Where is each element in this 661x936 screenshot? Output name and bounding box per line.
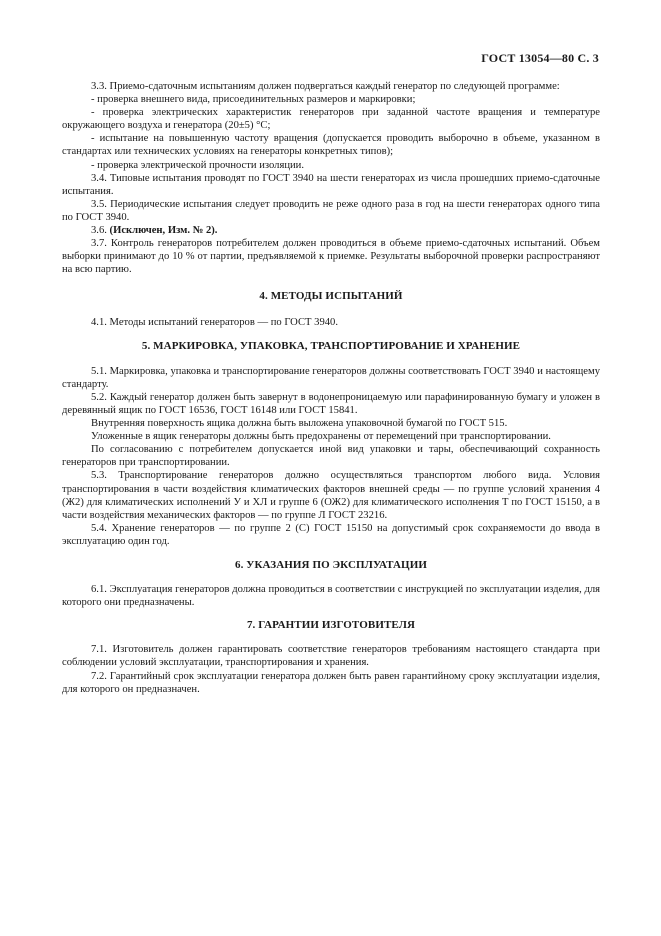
clause-5-2: 5.2. Каждый генератор должен быть завернут в водонепроницаемую или парафинированную бумагу и уложен в деревянный ящик по ГОСТ 16536, ГОСТ 16148 или ГОСТ 15841. xyxy=(62,391,600,416)
clause-5-3: 5.3. Транспортирование генераторов должно осуществляться транспортом любого вида. Условия транспортирования в части воздействия климатических факторов внешней среды — по группе условий хранения 4 (Ж2) для климатических исполнений У и ХЛ и группе 6 (ОЖ2) для климатического исполнения Т по ГОСТ 15150, а в части воздействия механических факторов — по группе Л ГОСТ 23216. xyxy=(62,470,600,521)
clause-3-3: 3.3. Приемо-сдаточным испытаниям должен подвергаться каждый генератор по следующей программе: xyxy=(91,81,560,92)
clause-7-1: 7.1. Изготовитель должен гарантировать соответствие генераторов требованиям настоящего стандарта при соблюдении условий эксплуатации, транспортирования и хранения. xyxy=(62,644,600,669)
clause-3-7: 3.7. Контроль генераторов потребителем должен проводиться в объеме приемо-сдаточных испытаний. Объем выборки принимают до 10 % от партии, предъявляемой к приемке. Результаты выборочной проверки распространяют на всю партию. xyxy=(62,238,600,276)
page-header: ГОСТ 13054—80 С. 3 xyxy=(481,51,599,65)
clause-5-2-agreement: По согласованию с потребителем допускается иной вид упаковки и тары, обеспечивающий сохранность генераторов при транспортировании. xyxy=(62,444,600,469)
clause-3-3-item-a: - проверка внешнего вида, присоединительных размеров и маркировки; xyxy=(91,94,416,106)
clause-5-2-inner-surface: Внутренняя поверхность ящика должна быть выложена упаковочной бумагой по ГОСТ 515. xyxy=(91,418,508,430)
clause-3-6-number: 3.6. xyxy=(91,225,107,237)
clause-3-3-item-b: - проверка электрических характеристик генераторов при заданной частоте вращения и температуре окружающего воздуха и генератора (20±5) °С; xyxy=(62,107,600,132)
clause-3-6 xyxy=(62,224,600,237)
clause-5-2-movement: Уложенные в ящик генераторы должны быть предохранены от перемещений при транспортировании. xyxy=(91,431,551,443)
section-6-title: 6. УКАЗАНИЯ ПО ЭКСПЛУАТАЦИИ xyxy=(234,559,428,571)
section-5-title: 5. МАРКИРОВКА, УПАКОВКА, ТРАНСПОРТИРОВАНИЕ И ХРАНЕНИЕ xyxy=(141,339,521,352)
clause-3-3-item-c: - испытание на повышенную частоту вращения (допускается проводить выборочно в объеме, указанном в стандартах или технических условиях на генераторы конкретных типов); xyxy=(62,133,600,158)
clause-7-2: 7.2. Гарантийный срок эксплуатации генератора должен быть равен гарантийному сроку эксплуатации изделия, для которого он предназначен. xyxy=(62,670,600,695)
section-4-title: 4. МЕТОДЫ ИСПЫТАНИЙ xyxy=(259,290,403,303)
document-body xyxy=(62,80,600,696)
clause-3-3-item-d: - проверка электрической прочности изоляции. xyxy=(91,159,304,171)
clause-4-1: 4.1. Методы испытаний генераторов — по ГОСТ 3940. xyxy=(91,316,338,328)
clause-6-1: 6.1. Эксплуатация генераторов должна проводиться в соответствии с инструкцией по эксплуатации изделия, для которого они предназначены. xyxy=(62,584,600,609)
clause-5-4: 5.4. Хранение генераторов — по группе 2 (С) ГОСТ 15150 на допустимый срок сохраняемости до ввода в эксплуатацию один год. xyxy=(62,522,600,547)
clause-3-4: 3.4. Типовые испытания проводят по ГОСТ 3940 на шести генераторах из числа прошедших приемо-сдаточные испытания. xyxy=(62,172,600,197)
clause-5-1: 5.1. Маркировка, упаковка и транспортирование генераторов должны соответствовать ГОСТ 3940 и настоящему стандарту. xyxy=(62,365,600,390)
clause-3-5: 3.5. Периодические испытания следует проводить не реже одного раза в год на шести генераторах одного типа по ГОСТ 3940. xyxy=(62,198,600,223)
clause-3-6-text: (Исключен, Изм. № 2). xyxy=(109,225,218,237)
section-7-title: 7. ГАРАНТИИ ИЗГОТОВИТЕЛЯ xyxy=(246,619,416,632)
